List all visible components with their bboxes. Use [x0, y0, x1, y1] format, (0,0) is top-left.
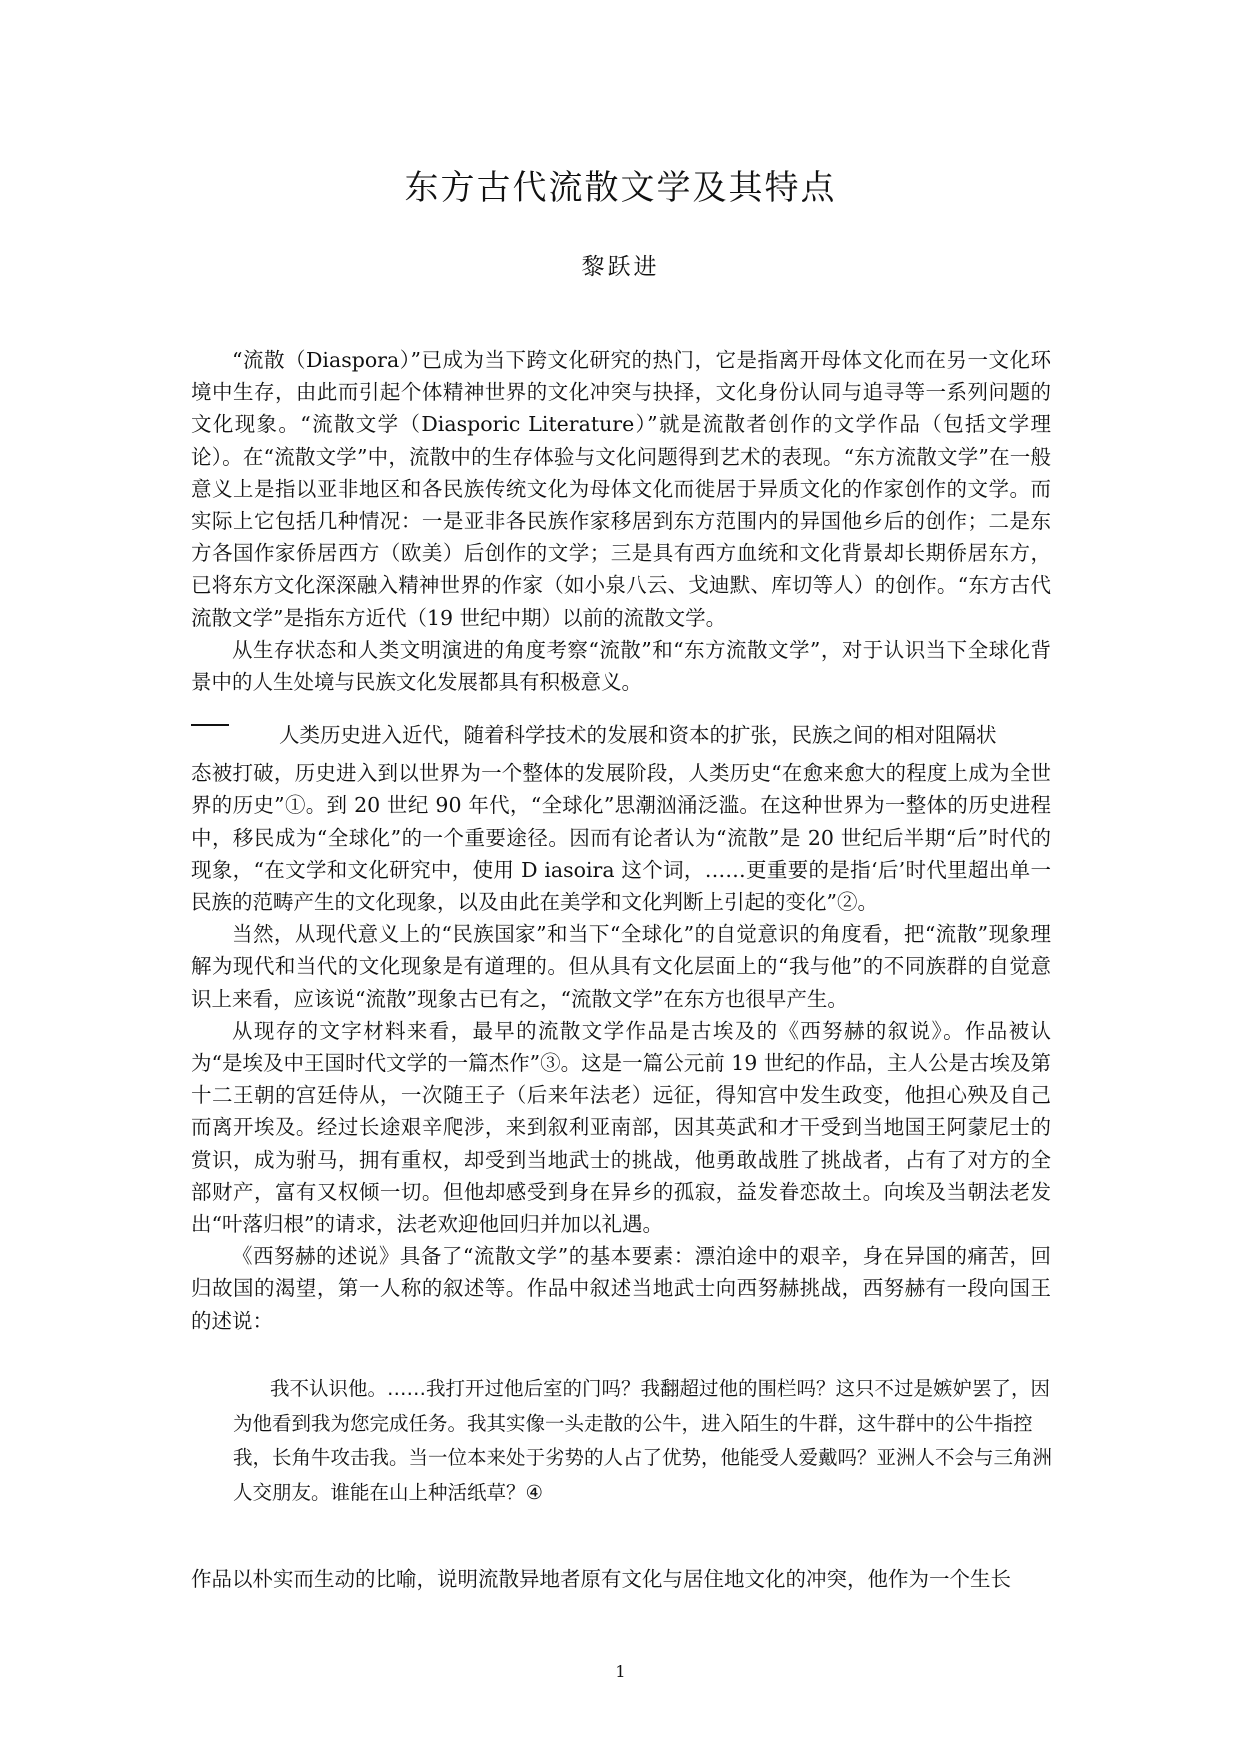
page-number: 1	[615, 1662, 626, 1681]
quote-text: 我不认识他。……我打开过他后室的门吗？我翻超过他的围栏吗？这只不过是嫉妒罢了，因为他看到我为您完成任务。我其实像一头走散的公牛，进入陌生的牛群，这牛群中的公牛指控我，长角牛攻击我。当一位本来处于劣势的人占了优势，他能受人爱戴吗？亚洲人不会与三角洲人交朋友。谁能在山上种活纸草？④	[233, 1377, 1053, 1504]
section1-paragraph-1	[191, 719, 1051, 751]
section1-paragraph-3: 从现存的文字材料来看，最早的流散文学作品是古埃及的《西努赫的叙说》。作品被认为“是埃及中王国时代文学的一篇杰作”③。这是一篇公元前 19 世纪的作品，主人公是古埃及第十二王朝的宫廷侍从，一次随王子（后来年法老）远征，得知宫中发生政变，他担心殃及自己而离开埃及。经过长途艰辛爬涉，来到叙利亚南部，因其英武和才干受到当地国王阿蒙尼士的赏识，成为驸马，拥有重权，却受到当地武士的挑战，他勇敢战胜了挑战者，占有了对方的全部财产，富有又权倾一切。但他却感受到身在异乡的孤寂，益发眷恋故土。向埃及当朝法老发出“叶落归根”的请求，法老欢迎他回归并加以礼遇。	[191, 1018, 1051, 1237]
section-one	[191, 719, 1051, 1337]
document-title: 东方古代流散文学及其特点	[404, 168, 837, 208]
section1-paragraph-4: 《西努赫的述说》具备了“流散文学”的基本要素：漂泊途中的艰辛，身在异国的痛苦，回归故国的渴望，第一人称的叙述等。作品中叙述当地武士向西努赫挑战，西努赫有一段向国王的述说：	[191, 1244, 1051, 1333]
author-name: 黎跃进	[581, 254, 660, 280]
intro-section	[191, 344, 1051, 698]
intro-paragraph-2: 从生存状态和人类文明演进的角度考察“流散”和“东方流散文学”，对于认识当下全球化背景中的人生处境与民族文化发展都具有积极意义。	[191, 637, 1051, 695]
section1-first-line: 人类历史进入近代，随着科学技术的发展和资本的扩张，民族之间的相对阻隔状	[279, 723, 997, 747]
block-quote	[233, 1372, 1053, 1510]
continuation-paragraph: 作品以朴实而生动的比喻，说明流散异地者原有文化与居住地文化的冲突，他作为一个生长	[191, 1567, 1011, 1591]
section1-paragraph-1-rest: 态被打破，历史进入到以世界为一个整体的发展阶段，人类历史“在愈来愈大的程度上成为全世界的历史”①。到 20 世纪 90 年代，“全球化”思潮汹涌泛滥。在这种世界为一整体的历史进程中，移民成为“全球化”的一个重要途径。因而有论者认为“流散”是 20 世纪后半期“后”时代的现象，“在文学和文化研究中，使用 D iasoira 这个词，……更重要的是指‘后’时代里超出单一民族的范畴产生的文化现象，以及由此在美学和文化判断上引起的变化”②。	[191, 761, 1051, 915]
intro-paragraph-1: “流散（Diaspora）”已成为当下跨文化研究的热门，它是指离开母体文化而在另一文化环境中生存，由此而引起个体精神世界的文化冲突与抉择，文化身份认同与追寻等一系列问题的文化现象。“流散文学（Diasporic Literature）”就是流散者创作的文学作品（包括文学理论）。在“流散文学”中，流散中的生存体验与文化问题得到艺术的表现。“东方流散文学”在一般意义上是指以亚非地区和各民族传统文化为母体文化而徙居于异质文化的作家创作的文学。而实际上它包括几种情况：一是亚非各民族作家移居到东方范围内的异国他乡后的创作；二是东方各国作家侨居西方（欧美）后创作的文学；三是具有西方血统和文化背景却长期侨居东方，已将东方文化深深融入精神世界的作家（如小泉八云、戈迪默、库切等人）的创作。“东方古代流散文学”是指东方近代（19 世纪中期）以前的流散文学。	[191, 348, 1051, 630]
section1-paragraph-2: 当然，从现代意义上的“民族国家”和当下“全球化”的自觉意识的角度看，把“流散”现象理解为现代和当代的文化现象是有道理的。但从具有文化层面上的“我与他”的不同族群的自觉意识上来看，应该说“流散”现象古已有之，“流散文学”在东方也很早产生。	[191, 922, 1051, 1011]
